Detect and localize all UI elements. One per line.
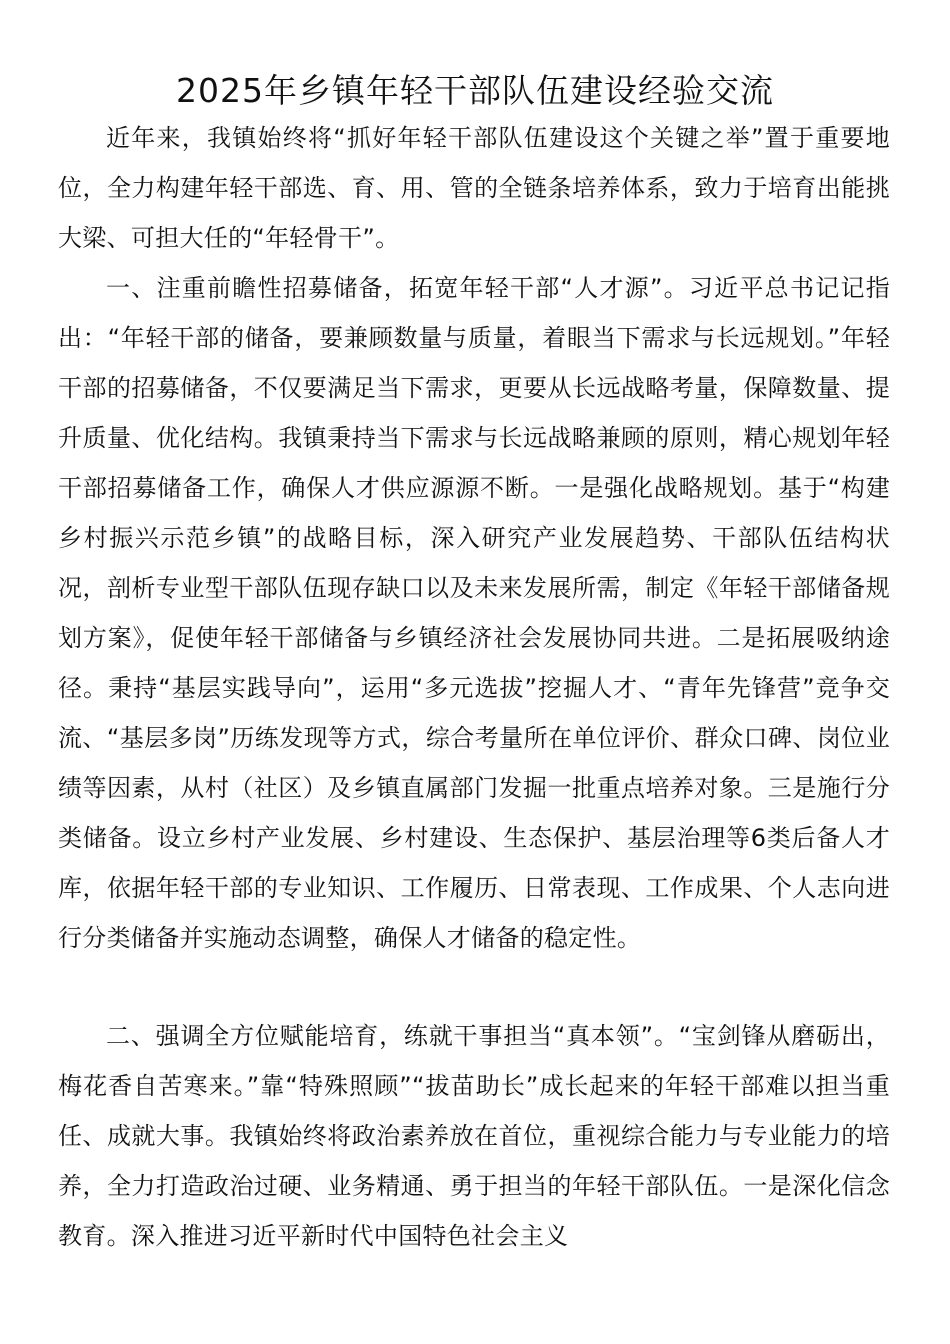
paragraph-section-two: 二、强调全方位赋能培育，练就干事担当“真本领”。“宝剑锋从磨砺出，梅花香自苦寒来。”靠“特殊照顾”“拔苗助长”成长起来的年轻干部难以担当重任、成就大事。我镇始终将政治素养放在首位，重视综合能力与专业能力的培养，全力打造政治过硬、业务精通、勇于担当的年轻干部队伍。一是深化信念教育。深入推进习近平新时代中国特色社会主义 xyxy=(58,1022,890,1250)
paragraph-intro: 近年来，我镇始终将“抓好年轻干部队伍建设这个关键之举”置于重要地位，全力构建年轻干部选、育、用、管的全链条培养体系，致力于培育出能挑大梁、可担大任的“年轻骨干”。 xyxy=(58,124,890,252)
paragraph-section-one: 一、注重前瞻性招募储备，拓宽年轻干部“人才源”。习近平总书记记指出：“年轻干部的储备，要兼顾数量与质量，着眼当下需求与长远规划。”年轻干部的招募储备，不仅要满足当下需求，更要从长远战略考量，保障数量、提升质量、优化结构。我镇秉持当下需求与长远战略兼顾的原则，精心规划年轻干部招募储备工作，确保人才供应源源不断。一是强化战略规划。基于“构建乡村振兴示范乡镇”的战略目标，深入研究产业发展趋势、干部队伍结构状况，剖析专业型干部队伍现存缺口以及未来发展所需，制定《年轻干部储备规划方案》，促使年轻干部储备与乡镇经济社会发展协同共进。二是拓展吸纳途径。秉持“基层实践导向”，运用“多元选拔”挖掘人才、“青年先锋营”竞争交流、“基层多岗”历练发现等方式，综合考量所在单位评价、群众口碑、岗位业绩等因素，从村（社区）及乡镇直属部门发掘一批重点培养对象。三是施行分类储备。设立乡村产业发展、乡村建设、生态保护、基层治理等6类后备人才库，依据年轻干部的专业知识、工作履历、日常表现、工作成果、个人志向进行分类储备并实施动态调整，确保人才储备的稳定性。 xyxy=(58,274,890,952)
document-title: 2025年乡镇年轻干部队伍建设经验交流 xyxy=(176,71,774,110)
